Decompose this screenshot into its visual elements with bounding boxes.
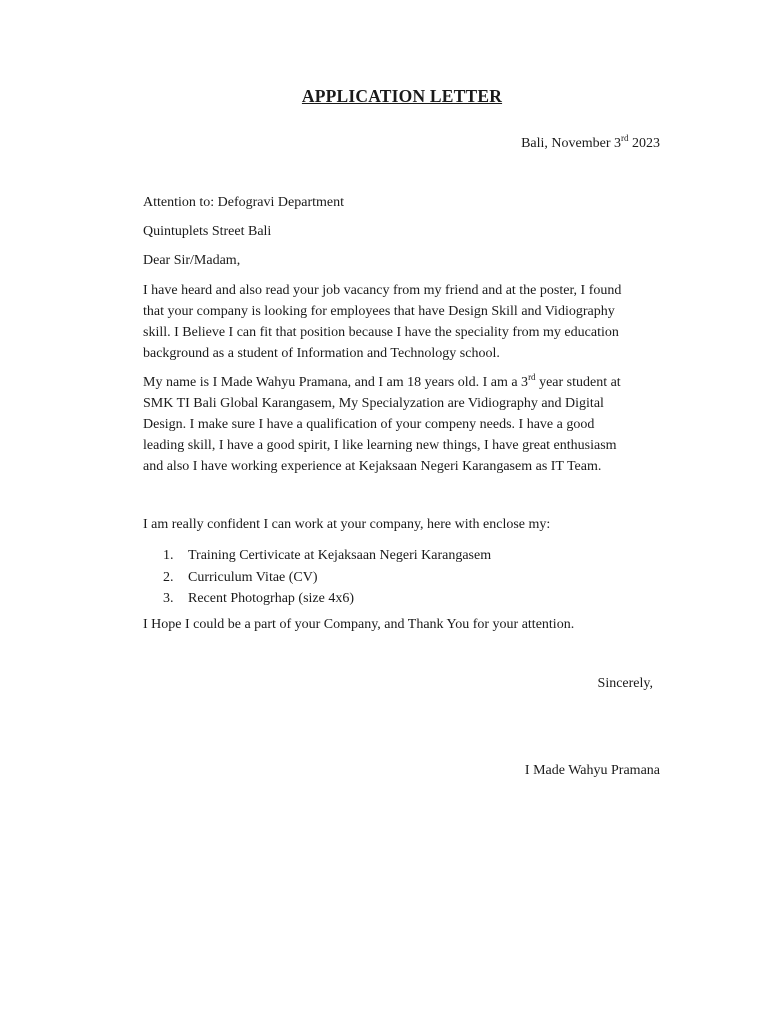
signature-name: I Made Wahyu Pramana [524,763,660,778]
address-line: Quintuplets Street Bali [143,224,272,239]
list-text: Curriculum Vitae (CV) [188,569,318,585]
date-year: 2023 [628,136,660,151]
salutation: Dear Sir/Madam, [143,253,241,268]
date-prefix: Bali, November 3 [521,136,621,151]
letter-title: APPLICATION LETTER [301,86,503,106]
list-number: 1. [163,548,174,563]
list-text: Training Certivicate at Kejaksaan Negeri Karangasem [188,548,492,563]
paragraph-line: leading skill, I have a good spirit, I like learning new things, I have great enthusiasm [143,438,617,453]
paragraph-line: skill. I Believe I can fit that position because I have the speciality from my education [143,325,619,340]
closing: Sincerely, [597,676,653,691]
line-prefix: My name is I Made Wahyu Pramana, and I am 18 years old. I am a 3 [143,375,529,390]
enclosure-list [143,545,491,610]
line-suffix: year student at [535,375,621,390]
paragraph-intro [143,280,668,364]
date-ordinal: rd [621,133,629,143]
paragraph-line: that your company is looking for employees that have Design Skill and Vidiography [143,304,615,319]
paragraph-line: I have heard and also read your job vacancy from my friend and at the poster, I found [143,283,622,298]
paragraph-about [143,372,668,477]
paragraph-enclose: I am really confident I can work at your company, here with enclose my: [143,517,551,532]
attention-line: Attention to: Defogravi Department [143,195,344,210]
paragraph-line [143,372,668,393]
paragraph-line: and also I have working experience at Kejaksaan Negeri Karangasem as IT Team. [143,459,602,474]
paragraph-line: background as a student of Information and Technology school. [143,346,500,361]
paragraph-line: Design. I make sure I have a qualification of your compeny needs. I have a good [143,417,595,432]
list-number: 2. [163,569,174,585]
list-item [143,545,491,567]
letter-date [521,133,660,152]
year-ordinal: rd [528,372,536,382]
list-item [143,567,491,589]
list-number: 3. [163,591,174,606]
list-item [143,588,491,610]
paragraph-line: SMK TI Bali Global Karangasem, My Specialyzation are Vidiography and Digital [143,396,604,411]
list-text: Recent Photogrhap (size 4x6) [188,591,355,606]
paragraph-thanks: I Hope I could be a part of your Company, and Thank You for your attention. [143,617,575,632]
